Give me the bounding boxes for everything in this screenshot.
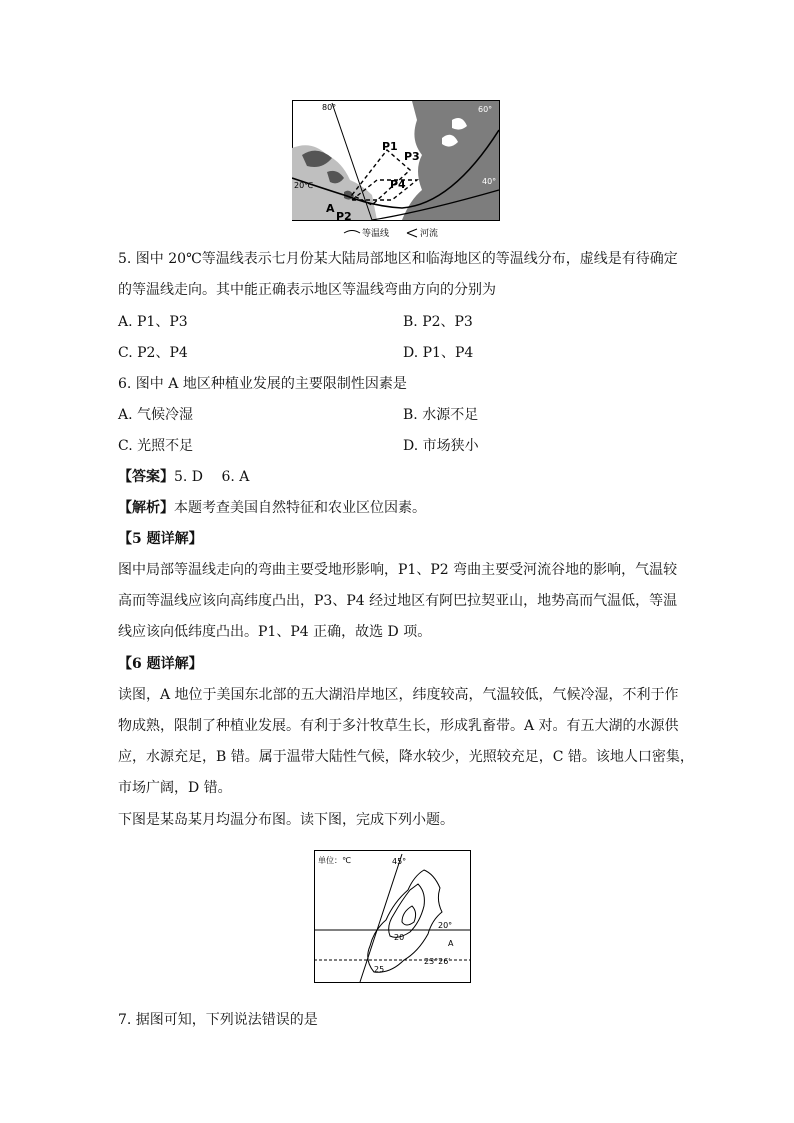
lat45-label: 45° [392,857,407,866]
q6-option-d: D. 市场狭小 [403,438,479,454]
map2-unit: 单位：℃ [318,856,351,865]
isotherm-25-label: 25 [374,965,385,974]
iso20-label: 20℃ [294,181,314,190]
map2-a-label: A [448,939,454,948]
p2-label: P2 [336,210,352,223]
answer-line [118,467,678,487]
q6-option-c: C. 光照不足 [118,438,194,454]
detail5-line1: 图中局部等温线走向的弯曲主要受地形影响，P1、P2 弯曲主要受河流谷地的影响，气温较 [118,562,678,578]
q5-option-b: B. P2、P3 [403,314,473,330]
isotherm-legend-icon [344,231,360,234]
q7-stem: 7. 据图可知，下列说法错误的是 [118,1012,318,1028]
isotherm-map [292,100,502,240]
analysis-tag: 【解析】 [118,500,174,516]
isotherm-20-label: 20 [394,933,405,942]
q5-option-c: C. P2、P4 [118,345,188,361]
detail6-line4: 市场广阔，D 错。 [118,780,232,796]
q6-option-a: A. 气候冷湿 [118,407,194,423]
detail5-header: 【5 题详解】 [118,531,203,547]
q5-option-d: D. P1、P4 [403,345,474,361]
detail5-line3: 线应该向低纬度凸出。P1、P4 正确，故选 D 项。 [118,624,432,640]
q6-stem: 6. 图中 A 地区种植业发展的主要限制性因素是 [118,376,407,392]
intro-island-map: 下图是某岛某月均温分布图。读下图，完成下列小题。 [118,812,454,828]
q5-option-a: A. P1、P3 [118,314,188,330]
answer-tag: 【答案】 [118,469,174,485]
analysis-text: 本题考查美国自然特征和农业区位因素。 [174,500,426,516]
lat20-label: 20° [438,921,453,930]
legend-river: 河流 [420,229,439,239]
p4-label: P4 [390,178,406,191]
lon80-label: 80° [322,103,337,112]
q5-line2: 的等温线走向。其中能正确表示地区等温线弯曲方向的分别为 [118,282,496,298]
a-label: A [326,202,335,215]
q5-line1: 5. 图中 20℃等温线表示七月份某大陆局部地区和临海地区的等温线分布，虚线是有待确定 [118,251,678,267]
detail5-line2: 高而等温线应该向高纬度凸出，P3、P4 经过地区有阿巴拉契亚山，地势高而气温低，等温 [118,593,678,609]
answer-text: 5. D 6. A [174,469,250,485]
lat40-label: 40° [482,177,497,186]
river-legend-icon [407,229,417,237]
island-temperature-map [314,850,474,986]
isotherm-map-figure [292,100,502,240]
detail6-header: 【6 题详解】 [118,656,203,672]
legend-isotherm: 等温线 [362,229,390,239]
lat60-label: 60° [478,105,493,114]
p1-label: P1 [382,140,398,153]
analysis-line [118,498,678,518]
detail6-line2: 物成熟，限制了种植业发展。有利于多汁牧草生长，形成乳畜带。A 对。有五大湖的水源供 [118,718,679,734]
detail6-line3: 应，水源充足，B 错。属于温带大陆性气候，降水较少，光照较充足，C 错。该地人口密集， [118,749,694,765]
detail6-line1: 读图，A 地位于美国东北部的五大湖沿岸地区，纬度较高，气温较低，气候冷湿，不利于作 [118,687,679,703]
tropic-label: 23°26′ [424,957,451,966]
island-temperature-map-figure [314,850,474,986]
p3-label: P3 [404,150,420,163]
q6-option-b: B. 水源不足 [403,407,479,423]
